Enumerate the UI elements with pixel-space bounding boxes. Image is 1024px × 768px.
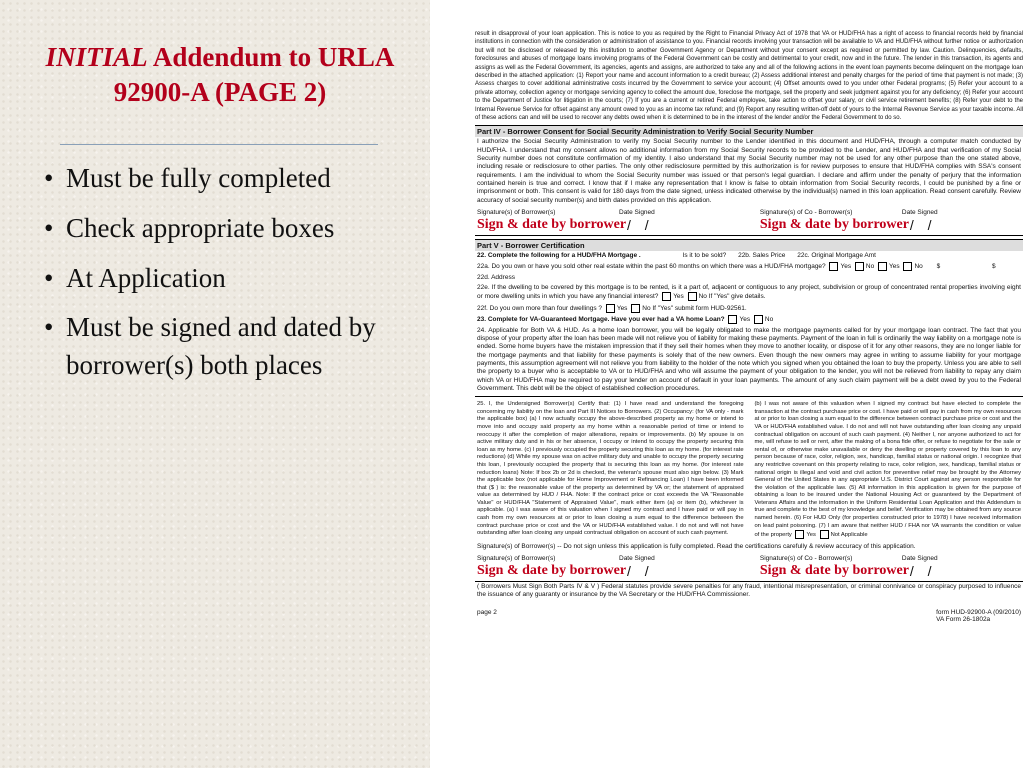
item-22a-text: 22a. Do you own or have you sold other real estate within the past 60 months on which there was a HUD/FHA mortgage? [477,263,826,271]
borrower-sig-label: Signature(s) of Borrower(s) [477,208,556,216]
item-25-right-text: (b) I was not aware of this valuation when I signed my contract but have elected to complete the transaction at the contract purchase price or cost. I have paid or will pay in cash from my own resources at or prior to loan closing a sum equal to the difference between contract purchase price or cost and the VA or HUD/FHA established value. I do not and will not have outstanding after loan closing any unpaid contractual obligation on account of such cash payment. (4) Neither I, nor anyone authorized to act for me, will refuse to sell or rent, after the making of a bona fide offer, or refuse to negotiate for the sale or rental of, or otherwise make unavailable or deny the dwelling or property covered by this loan to any person because of race, color, religion, sex, handicap, familial status or national origin. I recognize that any restrictive covenant on this property relating to race, color religion, sex, handicap, familial status or national origin is illegal and void and civil action for preventive relief may be brought by the Attorney General of the United States in any appropriate U.S. District Court against any person responsible for the violation of the applicable law. (5) All information in this application is given for the purpose of obtaining a loan to be insured under the National Housing Act or guaranteed by the Department of Veterans Affairs and the information in the Uniform Residential Loan Application and this Addendum is true and complete to the best of my knowledge and belief. Verification may be obtained from any source named herein. (6) For HUD Only (for properties constructed prior to 1978) I have received information on lead paint poisoning. (7) I am aware that neither HUD / FHA nor VA warrants the condition or value of the property [754,401,1021,539]
coborrower-signature[interactable] [760,209,1021,235]
yes-label: Yes [739,316,751,324]
bottom-note: ( Borrowers Must Sign Both Parts IV & V ) Federal statutes provide severe penalties for any fraud, intentional misrepresentation, or criminal connivance or conspiracy purposed to influence the issuance of any guaranty or insurance by the VA Secretary or the HUD/FHA Commissioner. [477,583,1021,599]
part4-signature-row [475,206,1023,236]
date-slashes: / / [627,216,654,233]
item-25-right [754,401,1021,540]
bullet-item: • Must be signed and dated by borrower(s) both places [44,309,414,385]
title-divider [60,144,378,145]
yes-label: Yes [616,304,628,312]
checkbox[interactable] [662,292,671,301]
divider [475,396,1023,397]
date-label: Date Signed [901,555,938,563]
item-24: 24. Applicable for Both VA & HUD. As a home loan borrower, you will be legally obligated to make the mortgage payments called for by your mortgage loan contract. The fact that you dispose of your property after the loan has been made will not relieve you of liability for making these payments. Payment of the loan in full is ordinarily the way liability on a mortgage note is ended. Some home buyers have the mistaken impression that if they sell their homes when they move to another locality, or dispose of it for any other reasons, they are no longer liable for the mortgage payments and that liability for these payments is solely that of the new owners. Even though the new owners may agree in writing to assume liability for your mortgage payments, this assumption agreement will not relieve you from liability to the holder of the note which you signed when you obtained the loan to buy the property. Unless you are able to sell the property to a buyer who is acceptable to VA or to HUD/FHA and who will assume the payment of your obligation to the lender, you will not be relieved from liability to repay any claim which VA or HUD/FHA may be required to pay your lender on account of default in your loan payments. The amount of any such claim payment will be a debt owed by you to the Federal Government. This debt will be the object of established collection procedures. [477,326,1021,392]
no-label: No [642,304,651,312]
borrower-signature[interactable] [477,555,738,581]
item-23-text: 23. Complete for VA-Guaranteed Mortgage. Have you ever had a VA home Loan? [477,316,725,324]
bullet-item: • Must be fully completed [44,160,414,198]
slide-title [40,40,400,110]
item-22e [475,283,1023,303]
form-document [475,30,1023,760]
date-label: Date Signed [619,208,655,216]
bullet-item: • At Application [44,260,414,298]
sign-date-note: Sign & date by borrower [759,563,909,579]
part4-heading: Part IV - Borrower Consent for Social Security Administration to Verify Social Security Number [475,125,1023,137]
title-initial: INITIAL [45,42,148,72]
checkbox[interactable] [606,304,615,313]
item-25-left: 25. I, the Undersigned Borrower(s) Certify that: (1) I have read and understand the foregoing concerning my liability on the loan and Part III Notices to Borrowers. (2) Occupancy: (for VA only - mark the applicable box) (a) I now actually occupy the above-described property as my home or intend to move into and occupy said property as my home within a reasonable period of time or intend to reoccupy it after the completion of major alterations, repairs or improvements. (b) My spouse is on active military duty and in his or her absence, I occupy or intend to occupy the property securing this loan as my home. (c) I previously occupied the property securing this loan as my home. (for interest rate reductions) (d) While my spouse was on active military duty and unable to occupy the property securing this loan, I previously occupied the property that is securing this loan as my home. (for interest rate reduction loans) Note: If box 2b or 2d is checked, the veteran's spouse must also sign below. (3) Mark the applicable box (not applicable for Home Improvement or Refinancing Loan) I have been informed that ($ ) is: the reasonable value of the property as determined by VA or; the statement of appraised value as determined by HUD / FHA. Note: If the contract price or cost exceeds the VA "Reasonable Value" or HUD/FHA "Statement of Appraised Value", mark either item (a) or item (b), whichever is applicable. (a) I was aware of this valuation when I signed my contract and I have paid or will pay in cash from my own resources at or prior to loan closing a sum equal to the difference between the contract purchase price or cost and the VA or HUD/FHA established value. I do not and will not have outstanding after loan closing any unpaid contractual obligation on account of such cash payment. [477,401,744,537]
item-22e-text: 22e. If the dwelling to be covered by this mortgage is to be rented, is it a part of, adjacent or contiguous to any project, subdivision or group of concentrated rental properties involving eight or more dwelling units in which you have any financial interest? [477,283,1021,301]
orig-mortgage-label: 22c. Original Mortgage Amt [797,251,876,259]
part5-signature-row [475,552,1023,582]
intro-notice: result in disapproval of your loan application. This is notice to you as required by the Right to Financial Privacy Act of 1978 that VA or HUD/FHA has a right of access to financial records held by financial institutions in connection with the consideration or administration of assistance to you. Financial records involving your transaction will be available to VA and HUD/FHA without further notice or authorization but will not be disclosed or released by this institution to another Government Agency or Department without your consent except as required or permitted by law. Caution. Delinquencies, defaults, foreclosures and abuses of mortgage loans involving programs of the Federal Government can be costly and detrimental to your credit, now and in the future. The lender in this transaction, its agents and assigns as well as the Federal Government, its agencies, agents and assigns, are authorized to take any and all of the following actions in the event loan payments become delinquent on the mortgage loan described in the attached application: (1) Report your name and account information to a credit bureau; (2) Assess additional interest and penalty charges for the period of time that payment is not made; (3) Assess charges to cover additional administrative costs incurred by the Government to service your account; (4) Offset amounts owed to you under other Federal programs; (5) Refer your account to a private attorney, collection agency or mortgage servicing agency to collect the amount due, foreclose the mortgage, sell the property and seek judgment against you for any deficiency; (6) Refer your account to the Department of Justice for litigation in the courts; (7) If you are a current or retired Federal employee, take action to offset your salary, or civil service retirement benefits; (8) Refer your debt to the Internal Revenue Service for offset against any amount owed to you as an income tax refund; and (9) Report any resulting written-off debt of yours to the Internal Revenue Service as your taxable income. All of these actions can and will be used to recover any debts owed when it is determined to be in the interest of the lender and/or the Federal Government to do so. [475,31,1023,122]
checkbox[interactable] [754,315,763,324]
is-it-sold: Is it to be sold? [682,251,727,259]
no-label: No [698,293,707,301]
coborrower-signature[interactable] [760,555,1021,581]
yes-label: Yes [889,263,900,271]
yes-label: Yes [840,263,852,271]
warning-line: Signature(s) of Borrower(s) -- Do not sign unless this application is fully completed. Read the certifications carefully & review accuracy of this application. [477,542,916,550]
page-number: page 2 [477,608,497,616]
item-22a [475,261,1023,273]
coborrower-sig-label: Signature(s) of Co - Borrower(s) [759,208,853,216]
coborrower-sig-label: Signature(s) of Co - Borrower(s) [759,555,853,563]
no-label: No [865,263,875,271]
checkbox[interactable] [820,530,829,539]
not-applicable-label: Not Applicable [830,532,868,539]
checkbox[interactable] [878,262,887,271]
va-form: VA Form 26-1802a [936,615,991,623]
item-25 [475,399,1023,542]
yes-label: Yes [673,293,684,301]
sign-date-note: Sign & date by borrower [477,216,627,232]
dollar-sign: $ [992,263,996,271]
checkbox[interactable] [728,315,737,324]
checkbox[interactable] [688,292,697,301]
bullet-list [44,160,414,397]
no-label: No [914,263,923,271]
sign-date-note: Sign & date by borrower [477,563,627,579]
borrower-sig-label: Signature(s) of Borrower(s) [477,555,556,563]
bullet-item: • Check appropriate boxes [44,210,414,248]
sign-date-note: Sign & date by borrower [759,216,909,232]
checkbox[interactable] [631,304,640,313]
yes-label: Yes [806,532,816,539]
if-yes-details: If "Yes" give details. [708,293,766,301]
item-23 [475,314,1023,326]
form-no: form HUD-92900-A (09/2010) [936,608,1021,616]
part4-text: I authorize the Social Security Administration to verify my Social Security number to the Lender identified in this document and HUD/FHA, through a computer match conducted by HUD/FHA. I understand that my consent allows no additional information from my Social Security records to be provided to the Lender, and HUD/FHA and that verification of my Social Security number does not constitute confirmation of my identity. I also understand that my Social Security number may not be used for any other purpose than the one stated above, including resale or redisclosure to other parties. The only other redisclosure permitted by this authorization is for review purposes to ensure that HUD/FHA complies with SSA's consent requirements. I am the individual to whom the Social Security number was issued or that person's legal guardian. I declare and affirm under the penalty of perjury that the information contained herein is true and correct. I know that if I make any representation that I know is false to obtain information from Social Security records, I could be punished by a fine or imprisonment or both. This consent is valid for 180 days from the date signed, unless indicated otherwise by the individual(s) named in this loan application. Read consent carefully. Review accuracy of social security number(s) and birth dates provided on this application. [477,138,1021,204]
date-label: Date Signed [901,208,938,216]
slide-left-panel [0,0,430,768]
form-footer [475,601,1023,623]
date-slashes: / / [627,563,654,580]
date-slashes: / / [909,216,937,233]
date-slashes: / / [909,563,937,580]
no-label: No [764,316,774,324]
item-22f [475,303,1023,315]
item-22 [475,251,1023,261]
dollar-sign: $ [936,263,941,271]
checkbox[interactable] [829,262,838,271]
item-22f-text: 22f. Do you own more than four dwellings ? [477,304,603,312]
borrower-signature[interactable] [477,209,738,235]
checkbox[interactable] [855,262,864,271]
form-number [936,609,1021,623]
checkbox[interactable] [903,262,912,271]
title-rest: Addendum to URLA 92900-A (PAGE 2) [113,42,395,108]
part5-heading: Part V - Borrower Certification [475,239,1023,251]
item-22-text: 22. Complete the following for a HUD/FHA Mortgage . [477,251,641,259]
date-label: Date Signed [619,555,655,563]
checkbox[interactable] [795,530,804,539]
item-22d: 22d. Address [477,273,515,281]
if-yes-submit: If "Yes" submit form HUD-92561. [652,304,747,312]
sales-price-label: 22b. Sales Price [738,251,786,259]
